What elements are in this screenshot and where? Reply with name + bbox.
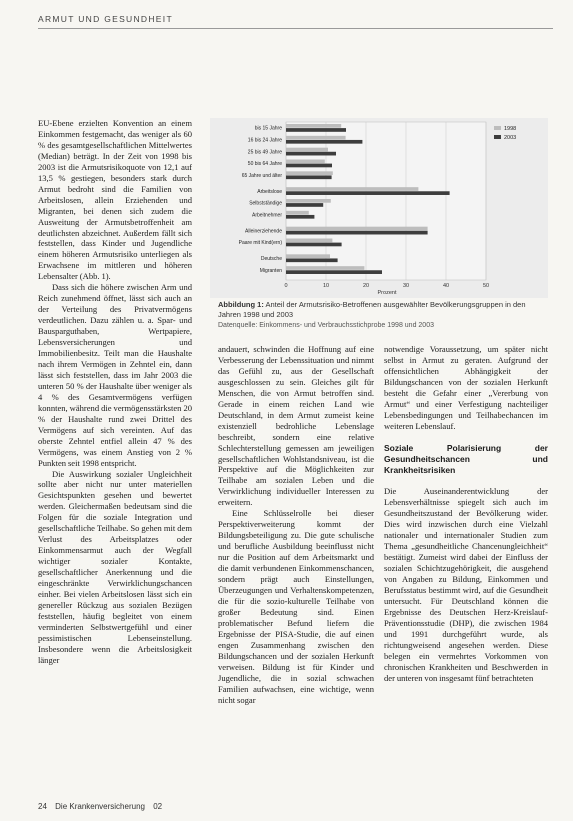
category-label: 16 bis 24 Jahre [247,137,282,144]
bar-1998 [286,227,428,231]
paragraph: EU-Ebene erzielten Konvention an einem Einkommen festgemacht, das weniger als 60 % des gesamtgesellschaftlichen Mittelwertes (Median) beträgt. In der Zeit von 1998 bis 2003 ist die Armutsrisikoquote von 12,1 auf 13,5 % gestiegen, besonders stark durch Armut bedroht sind die Familien von Arbeitslosen, allein Erziehenden und Migranten, bei denen sich zudem die Ausweitung der Armutsbetroffenheit am deutlichsten abzeichnet. Außerdem fällt sich feststellen, dass Kinder und Jugendliche einem höheren Armutsrisiko unterliegen als Erwachsene im mittleren und höheren Lebensalter (Abb. 1). [38,118,192,282]
legend-label: 2003 [504,135,517,141]
category-label: 65 Jahre und älter [241,172,282,179]
category-label: 50 bis 64 Jahre [247,161,282,168]
text-column-left [38,118,192,805]
category-label: Migranten [259,267,282,274]
paragraph: andauert, schwinden die Hoffnung auf eine Verbesserung der Lebenssituation und nimmt das Gefühl zu, aus der Gesellschaft ausgeschlossen zu sein. Gleiches gilt für Menschen, die von Armut betroffen sind. Gerade in einem reichen Land wie Deutschland, in dem Armut zumeist keine existenziell bedrohliche Lebenslage beschreibt, sondern eine relative Schlechterstellung gemessen am jeweiligen gesellschaftlichen Wohlstandsniveau, ist die Perspektive auf die Möglichkeiten zur Teilhabe am sozialen Leben und die Verwirklichung individueller Interessen zu erweitern. [218,344,374,508]
x-tick-label: 0 [284,283,288,289]
bar-1998 [286,239,332,243]
bar-2003 [286,270,382,274]
bar-2003 [286,191,450,195]
x-tick-label: 20 [362,283,370,289]
paragraph: Eine Schlüsselrolle bei dieser Perspektiverweiterung kommt der Bildungsbeteiligung zu. Die gute schulische und berufliche Ausbildung beeinflusst nicht nur die Position auf dem Arbeitsmarkt und die damit verbundenen Einkommenschancen, sondern prägt auch Einstellungen, Überzeugungen und Verhaltenskompetenzen, die für die sozio-kulturelle Teilhabe von großer Bedeutung sind. Einen problematischer Befund liefern die Ergebnisse der PISA-Studie, die auf einen engen Zusammenhang zwischen den Bildungschancen und der sozialen Herkunft verweisen. Bildung ist für Kinder und Jugendliche, die in sozial schwachen Familien aufwachsen, eine wichtige, wenn nicht sogar [218,508,374,705]
bar-1998 [286,171,333,175]
legend-swatch [494,135,501,139]
text-column-middle [218,344,374,805]
figure-source: Datenquelle: Einkommens- und Verbrauchsstichprobe 1998 und 2003 [218,322,434,329]
bar-1998 [286,187,418,191]
page-footer [38,802,168,811]
category-label: bis 15 Jahre [254,125,282,132]
header-rule [38,28,553,29]
legend-swatch [494,126,501,130]
journal-name: Die Krankenversicherung [55,802,145,811]
bar-1998 [286,160,325,164]
bar-1998 [286,211,309,215]
category-label: Deutsche [260,255,282,262]
x-axis-label: Prozent [377,290,397,296]
bar-2003 [286,164,332,168]
category-label: Arbeitslose [257,188,282,195]
bar-1998 [286,199,331,203]
x-tick-label: 40 [442,283,450,289]
category-label: Selbstständige [249,200,282,207]
figure-label: Abbildung 1: [218,300,264,309]
bar-2003 [286,243,342,247]
bar-1998 [286,124,341,128]
category-label: Arbeitnehmer [251,212,282,219]
paragraph: Die Auseinanderentwicklung der Lebensverhältnisse spiegelt sich auch im Gesundheitszustand der Bevölkerung wider. Dies wird inzwischen durch eine Vielzahl nationaler und internationaler Studien zum Thema „gesundheitliche Chancenungleichheit“ bestätigt. Zumeist wird dabei der Einfluss der sozialen Schichtzugehörigkeit, die ausgehend von Angaben zu Bildung, Einkommen und Berufsstatus bestimmt wird, auf die Gesundheit untersucht. Für Deutschland können die Ergebnisse des Deutschen Herz-Kreislauf-Präventionsstudie (DHP), die zwischen 1984 und 1991 durchgeführt wurde, als richtungweisend angesehen werden. Diese belegen ein vermehrtes Vorkommen von chronischen Krankheiten und Beschwerden in der unteren von insgesamt fünf betrachteten [384,486,548,683]
x-tick-label: 30 [402,283,410,289]
bar-2003 [286,175,332,179]
x-tick-label: 50 [482,283,490,289]
bar-2003 [286,140,362,144]
bar-2003 [286,152,336,156]
category-label: 25 bis 49 Jahre [247,149,282,156]
x-tick-label: 10 [322,283,330,289]
bar-2003 [286,128,346,132]
bar-chart [210,118,548,298]
section-heading: Soziale Polarisierung der Gesundheitschancen und Krankheitsrisiken [384,442,548,475]
bar-2003 [286,215,314,219]
bar-2003 [286,258,338,262]
bar-1998 [286,148,328,152]
bar-1998 [286,136,346,140]
bar-1998 [286,254,330,258]
legend-label: 1998 [504,126,517,132]
category-label: Paare mit Kind(ern) [238,240,282,247]
bar-1998 [286,266,364,270]
bar-2003 [286,203,323,207]
section-header: ARMUT UND GESUNDHEIT [38,14,173,24]
bar-2003 [286,231,428,235]
issue-number: 02 [153,802,163,811]
figure-caption [218,300,548,331]
paragraph: notwendige Voraussetzung, um später nicht selbst in Armut zu geraten. Aufgrund der offensichtlichen Abhängigkeit der Bildungschancen von der sozialen Herkunft besteht die Gefahr einer „Vererbung von Armut“ und einer Verfestigung nachteiliger Lebensbedingungen und Teilhabechancen im weiteren Lebenslauf. [384,344,548,431]
figure-caption-text: Anteil der Armutsrisiko-Betroffenen ausgewählter Bevölkerungsgruppen in den Jahren 1998 und 2003 [218,300,526,319]
text-column-right [384,344,548,805]
paragraph: Die Auswirkung sozialer Ungleichheit sollte aber nicht nur unter materiellen Gesichtspunkten gesehen und bewertet werden. Gleichermaßen bedeutsam sind die Folgen für die soziale Integration und gesellschaftliche Teilhabe. So gehen mit dem Verlust des Arbeitsplatzes oder Einkommensarmut auch der Wegfall wichtiger sozialer Kontakte, gesellschaftlicher Anerkennung und die eingeschränkte Verwirklichungschancen einher. Bei vielen Arbeitslosen lässt sich ein genereller Rückzug aus sozialen Bezügen feststellen, häufig begleitet von einem verminderten Selbstwertgefühl und einer pessimistischen Lebenseinstellung. Insbesondere wenn die Arbeitslosigkeit länger [38,468,192,665]
paragraph: Dass sich die höhere zwischen Arm und Reich zunehmend öffnet, lässt sich auch an der Verteilung des Privatvermögens verdeutlichen. Dazu zählen u. a. Spar- und Bausparguthaben, Wertpapiere, Lebensversicherungen und Immobilienbesitz. Teilt man die Haushalte nach ihrem Vermögen in Zehntel ein, dann lässt sich feststellen, dass im Jahr 2003 die unteren 50 % der Haushalte über weniger als 4 % des Gesamtvermögens verfügen konnten, während die vermögensstärksten 20 % der Haushalte rund zwei Drittel des Vermögens auf sich vereinten. Auf das oberste Zehntel entfiel allein 47 % des Vermögens, was einem Anstieg von 2 % Punkten seit 1998 entspricht. [38,282,192,468]
page-number: 24 [38,802,47,811]
bar-chart-figure [210,118,548,298]
category-label: Alleinerziehende [245,228,282,235]
